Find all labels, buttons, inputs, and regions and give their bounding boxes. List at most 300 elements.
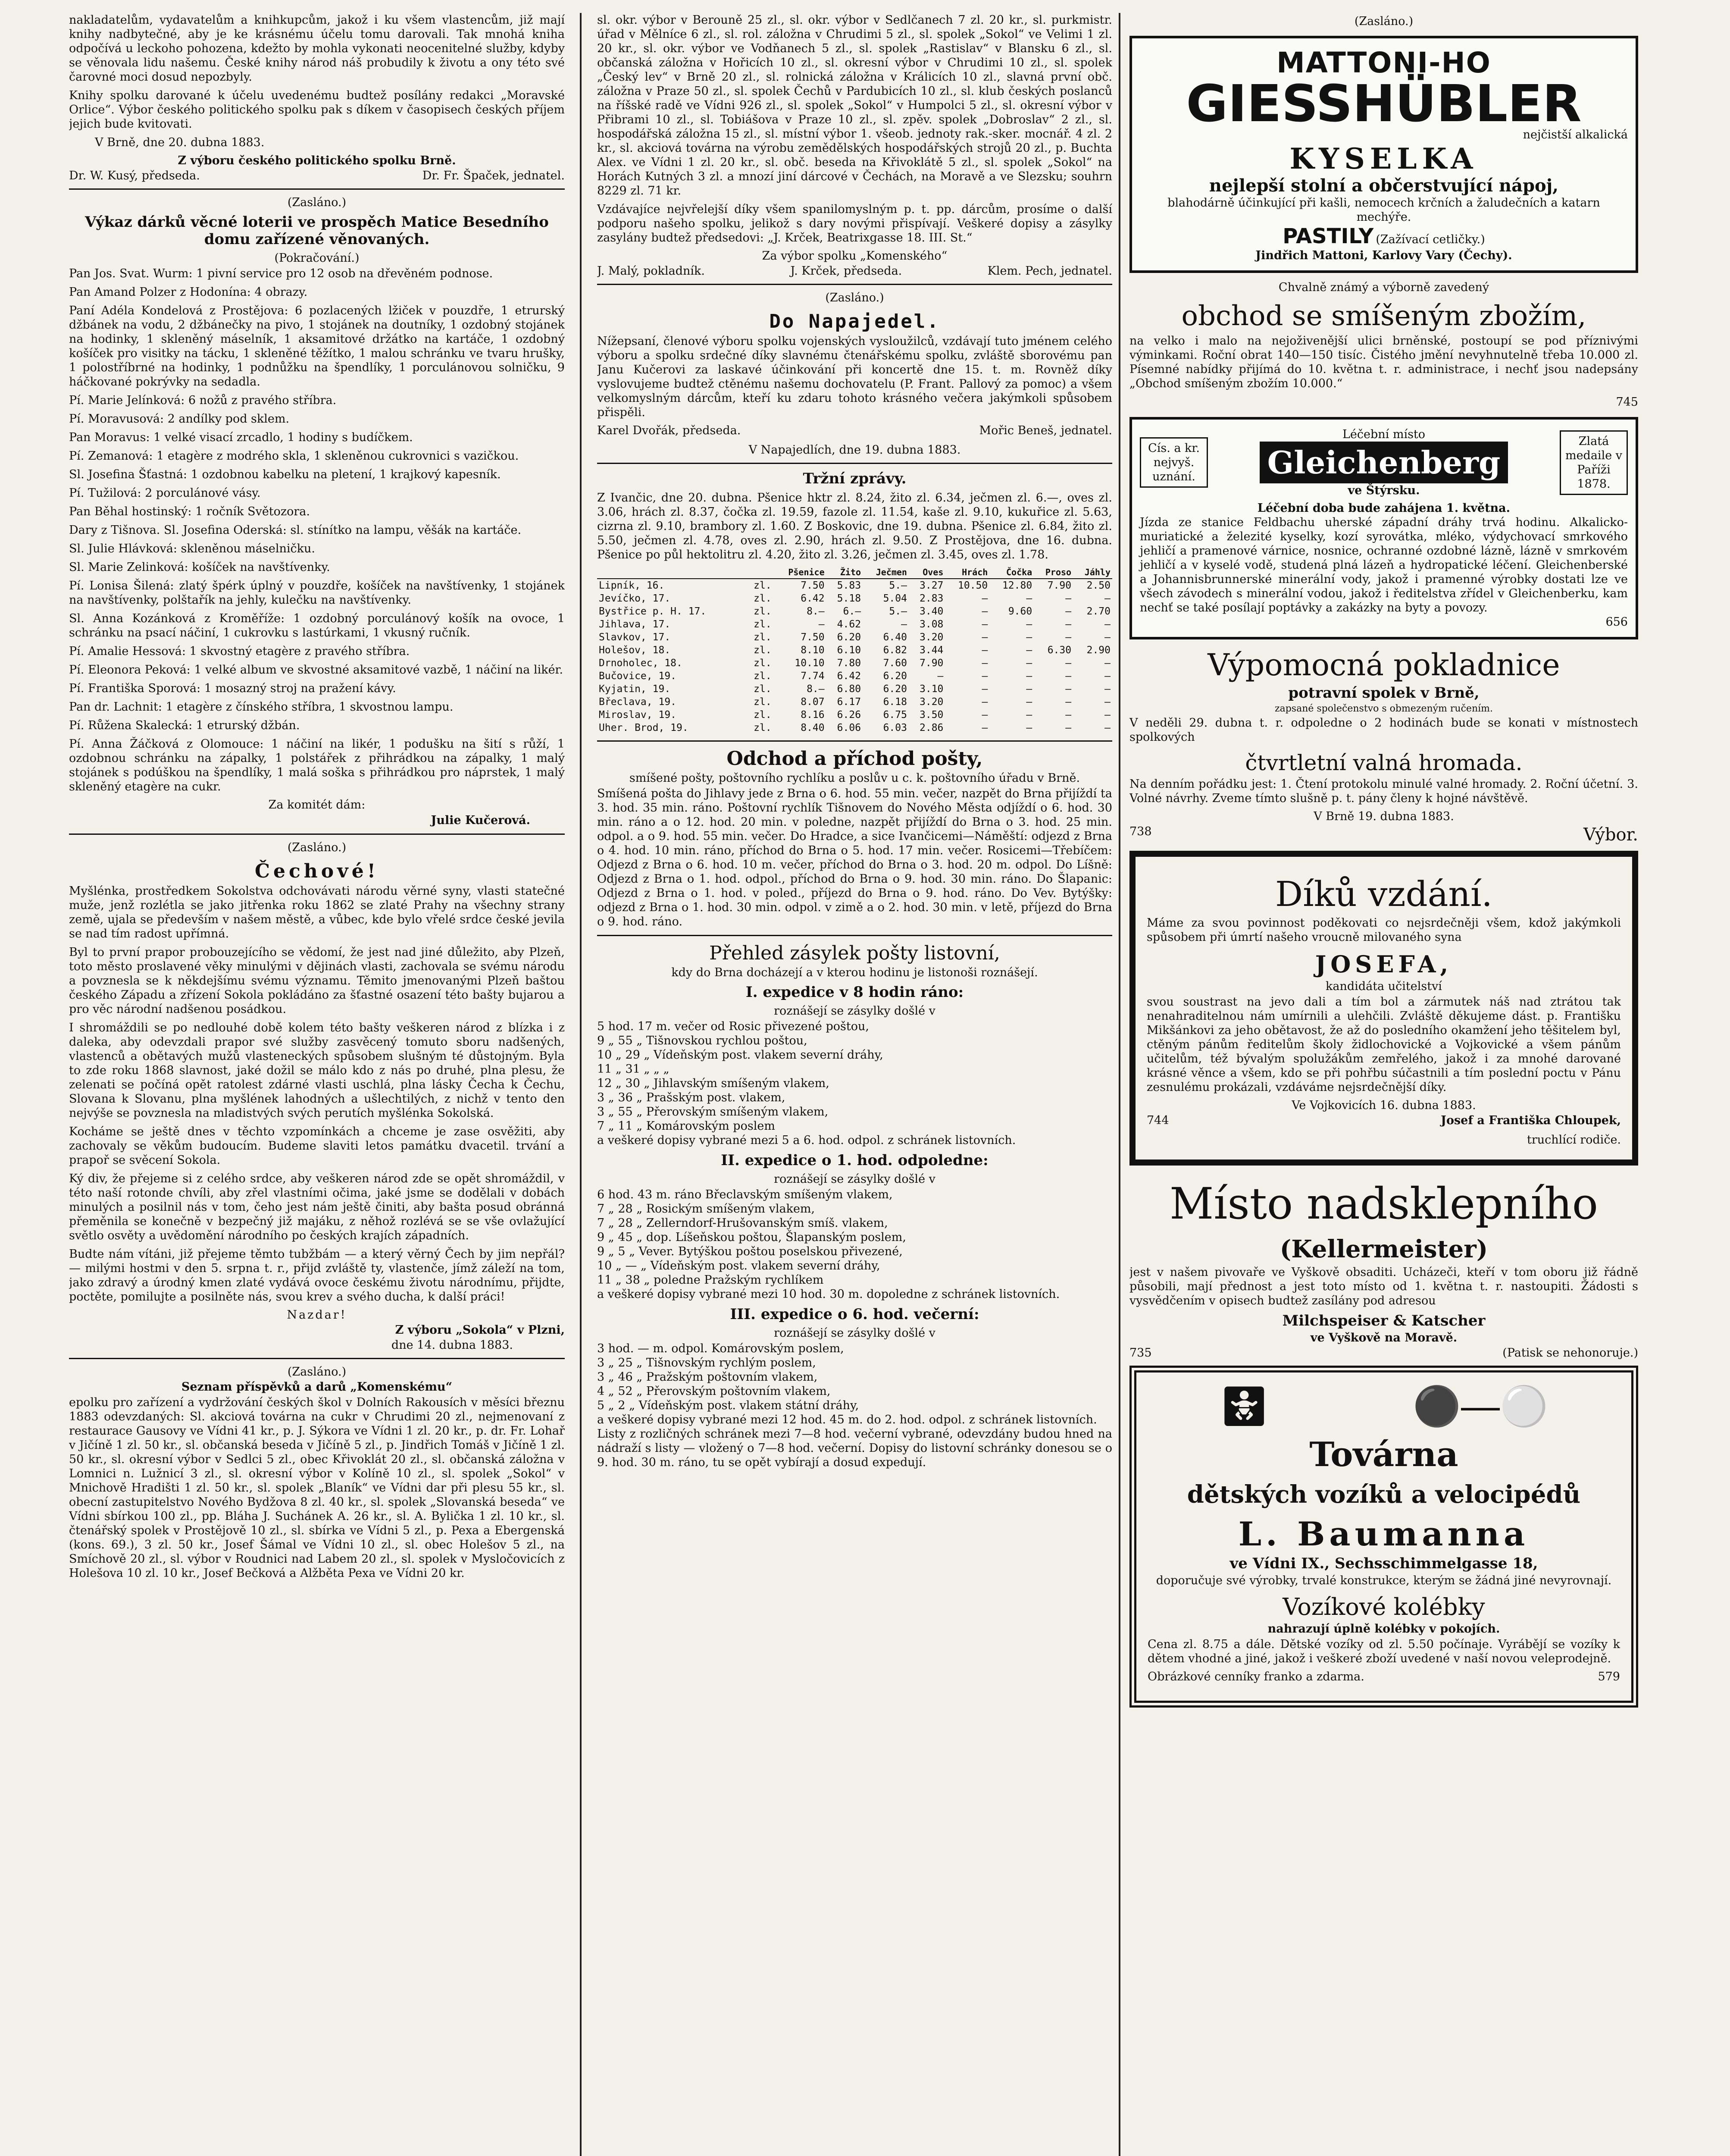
lottery-item: Dary z Tišnova. Sl. Josefina Oderská: sl. stínítko na lampu, věšák na kartáče. [69,523,522,537]
market-cell: — [1104,671,1111,682]
expedition-row: 7 „ 28 „ Rosickým smíšeným vlakem, [597,1202,815,1216]
tov-address: ve Vídni IX., Sechsschimmelgasse 18, [1229,1555,1538,1572]
vyp-sub: potravní spolek v Brně, [1288,684,1480,702]
diku-text: svou soustrast na jevo dali a tím bol a zármutek náš nad ztrátou tak nenahraditelnou nám umírnili a ulehčili. Zvláště děkujeme dást. p. Františku Mikšánkovi za jeho obětavost, že až do posledního okamžení jeho těšitelem byl, ctěným pánům ředitelům školy židlochovické a Vojkovické a všem pánům učitelům, též bývalým spolužákům zemřelého, jakož i za mnohé darované krásné věnce a všem, kdo se při pohřbu súčastnili a tím poslední poctu v Pánu zesnulému prokázali, vzdáváme nejsrdečnější díky. [1147,995,1621,1094]
market-row [597,605,1112,618]
tov-note: Obrázkové cenníky franko a zdarma. [1148,1670,1364,1683]
market-cell: zl. [754,580,772,591]
diku-ad [1129,851,1638,1166]
zaslano-label: (Zasláno.) [287,1365,347,1379]
vyp-program: Na denním pořádku jest: 1. Čtení protokolu minulé valné hromady. 2. Roční účetní. 3. Volné návrhy. Zveme tímto slušně p. t. pány členy k hojné návštěvě. [1129,777,1638,805]
misto-note: (Patisk se nehonoruje.) [1502,1346,1638,1360]
market-cell: 6.20 [837,632,861,643]
market-cell: 12.80 [1002,580,1032,591]
diku-sign-2: truchlící rodiče. [1527,1133,1621,1147]
market-row [597,657,1112,670]
market-cell: 6.42 [801,593,825,604]
market-cell: — [982,658,988,669]
market-row [597,683,1112,696]
column-middle [597,13,1112,2156]
article-heading: Z výboru českého politického spolku Brně. [178,154,456,167]
market-cell: Drnoholec, 18. [599,658,682,669]
market-cell: — [1026,722,1032,733]
signature-row [1129,1346,1638,1360]
market-cell: 2.86 [920,722,944,733]
lottery-item: Pan dr. Lachnit: 1 etagère z čínského stříbra, 1 skvostnou lampu. [69,700,454,714]
market-cell: — [1065,722,1072,733]
expedition-row: a veškeré dopisy vybrané mezi 10 hod. 30 m. dopoledne z schránek listovních. [597,1288,1060,1301]
market-cell: Jihlava, 17. [599,619,671,630]
gleichenberg-title: Gleichenberg [1260,442,1508,483]
lottery-title: Výkaz dárků věcné loterii ve prospěch Matice Besedního domu zařízené věnovaných. [85,213,549,248]
market-cell: — [1104,696,1111,708]
mattoni-pastily: PASTILY [1283,224,1374,248]
market-cell: 3.10 [920,683,944,695]
market-cell: zl. [754,619,772,630]
market-cell: — [982,696,988,708]
tov-koleb: Vozíkové kolébky [1283,1593,1485,1620]
baumann-ad [1129,1366,1638,1708]
market-cell: 8.16 [801,709,825,721]
obchod-text: na velko i malo na nejoživenější ulici brněnské, postoupí se pod příznivými výminkami. Roční obrat 140—150 tisíc. Čistého jmění nevyhnutelně třeba 10.000 zl. Písemné nabídky přijímá do 10. května t. r. administrace, i nechť jsou nadepsány „Obchod smíšeným zbožím 10.000.“ [1129,334,1638,390]
market-cell: zl. [754,645,772,656]
cechove-paragraph: Kocháme se ještě dnes v těchto vzpomínkách a chceme je zase osvěžiti, aby zachovaly se věkům budoucím. Budeme slaviti letos památku dvacetil. trvání a prapoř se svěcení Sokola. [69,1125,565,1167]
market-cell: Miroslav, 19. [599,709,677,721]
market-cell: — [937,671,944,682]
signature-row [1148,1670,1620,1683]
expedition-row: 10 „ 29 „ Vídeňským post. vlakem severní dráhy, [597,1048,883,1062]
seznam-title: Seznam příspěvků a darů „Komenskému“ [181,1380,453,1394]
market-cell: — [1065,619,1072,630]
lottery-closing: Za komitét dám: [268,798,366,812]
market-cell: 7.80 [837,658,861,669]
donations-text: sl. okr. výbor v Berouně 25 zl., sl. okr. výbor v Sedlčanech 7 zl. 20 kr., sl. purkmistr. úřad v Mělníce 6 zl., sl. rol. záložna v Chrudimi 5 zl., sl. spolek „Sokol“ ve Velimi 1 zl. 20 kr., sl. okr. výbor ve Vodňanech 5 zl., sl. spolek „Rastislav“ v Blansku 6 zl., sl. občanská záložna v Hořicích 10 zl., sl. okresní výbor v Chrudimi 10 zl., sl. spolek „Český lev“ v Brně 20 zl., sl. rolnická záložna v Králicích 10 zl., slavná první obč. záložna v Praze 50 zl., sl. spolek Čechů v Pardubicích 10 zl., sl. klub českých poslanců na říšské radě ve Vídni 926 zl., sl. spolek „Sokol“ v Humpolci 5 zl., sl. okresní výbor v Přibrami 10 zl., sl. Tobiášova v Praze 10 zl., sl. zpěv. spolek „Dobroslav“ 2 zl., sl. hospodářská záložna 15 zl., sl. místní výbor 1. všeob. jednoty rak.-sker. mocnář. 4 zl. 2 kr., sl. akciová továrna na výrobu zemědělských hospodářských strojů 20 zl., p. Buchta Alex. ve Vídni 1 zl. 20 kr., sl. obč. beseda na Křivoklátě 5 zl., sl. spolek „Sokol“ na Horách Kutných 3 zl. a mnozí jiní dárcové v Čechách, na Moravě a ve Slezsku; souhrn 8229 zl. 71 kr. [597,13,1112,197]
market-cell: 8.07 [801,696,825,708]
lottery-item: Sl. Julie Hlávková: skleněnou máselničku. [69,542,315,555]
lottery-item: Pí. Tužilová: 2 porculánové vásy. [69,486,261,500]
cechove-closing: Nazdar! [287,1308,347,1322]
expedition-title: II. expedice o 1. hod. odpoledne: [721,1152,989,1169]
lottery-item: Pí. Marie Jelínková: 6 nožů z pravého stříbra. [69,394,337,407]
misto-firm: Milchspeiser & Katscher [1282,1312,1486,1329]
market-cell: zl. [754,671,772,682]
ad-number: 744 [1147,1114,1169,1127]
signature: Dr. Fr. Špaček, jednatel. [422,169,565,182]
market-cell: 6.06 [837,722,861,733]
cechove-paragraph: Myšlénka, prostředkem Sokolstva odchovávati národu věrné syny, vlasti statečné muže, jenž rozlétla se jako jitřenka roku 1862 se zlaté Prahy na všechny strany země, ujala se především v našem městě, a vůbec, kde bylo vřelé srdce české jevila se nad tím radost upřímná. [69,884,565,940]
market-cell: — [1026,632,1032,643]
article-paragraph: Knihy spolku darované k účelu uvedenému budtež posílány redakci „Moravské Orlice“. Výbor českého politického spolku pak s díkem v časopisech českých příjem jejich bude kvitovati. [69,89,565,131]
mattoni-ad [1129,36,1638,273]
market-table [597,566,1112,734]
market-cell: Bystřice p. H. 17. [599,606,707,617]
lottery-item: Pan Moravus: 1 velké visací zrcadlo, 1 hodiny s budíčkem. [69,431,413,444]
market-cell: — [901,619,907,630]
expedition-row: 10 „ — „ Vídeňským post. vlakem severní dráhy, [597,1259,880,1272]
market-header: Jáhly [1073,566,1112,579]
market-row [597,579,1112,592]
market-cell: — [1104,709,1111,721]
expedition-list [597,1341,1112,1427]
market-cell: Bučovice, 19. [599,671,677,682]
market-cell: 4.62 [837,619,861,630]
signature: Mořic Beneš, jednatel. [979,424,1112,437]
expedition-row: 4 „ 52 „ Přerovským poštovním vlakem, [597,1385,831,1398]
market-cell: — [1026,658,1032,669]
market-cell: zl. [754,593,772,604]
market-cell: zl. [754,683,772,695]
pram-icon: 🚼︎ [1219,1384,1269,1429]
vyp-date: V Brně 19. dubna 1883. [1314,810,1454,823]
posty-closing: Listy z rozličných schránek mezi 7—8 hod. večerní vybrané, odevzdány budou hned na nádraží s listy — vložený o 7—8 hod. večerní. Dopisy do listovní schránky donesou se o 9. hod. 30 m. ráno, tu se opět vybírají a dosud expedují. [597,1427,1112,1469]
signature-row [597,424,1112,437]
lottery-item: Pí. Františka Sporová: 1 mosazný stroj na pražení kávy. [69,682,396,695]
market-cell: Slavkov, 17. [599,632,671,643]
market-cell: 5.83 [837,580,861,591]
market-cell: 7.90 [920,658,944,669]
tov-text: doporučuje své výrobky, trvalé konstrukce, kterým se žádná jiné nevyrovnají. [1156,1574,1612,1587]
expedition-row: 3 „ 55 „ Přerovským smíšeným vlakem, [597,1105,829,1119]
market-cell: — [982,606,988,617]
market-cell: Uher. Brod, 19. [599,722,688,733]
obchod-title: obchod se smíšeným zbožím, [1181,300,1586,332]
market-cell: 2.90 [1086,645,1111,656]
market-cell: zl. [754,722,772,733]
divider [69,834,565,835]
market-row [597,592,1112,605]
market-cell: — [1065,606,1072,617]
expedition-row: 7 „ 28 „ Zellerndorf-Hrušovanským smíš. vlakem, [597,1216,888,1230]
lottery-item: Sl. Anna Kozánková z Kroměříže: 1 ozdobný porculánový košík na ovoce, 1 schránku na psací náčiní, 1 cukrovku s lastúrkami, 1 vkusný ručník. [69,612,565,639]
market-cell: 6.75 [883,709,907,721]
cechove-paragraph: Ký div, že přejeme si z celého srdce, aby veškeren národ zde se opět shromáždil, v této naší rotonde chvíli, aby zřel vlastními očima, jaké jsme se dodělali v dobách minulých a posilnil nás v tom, čeho jest nám ještě činiti, aby bašta posud obránná přeměnila se konečně v bezpečný již majáku, z něhož rozlévá se se vše ovlažující světlo osvěty a uvědomění národního po českých krajích západních. [69,1172,565,1242]
market-row [597,631,1112,644]
gleichenberg-small: Léčební místo [1342,428,1426,441]
market-cell: 10.50 [958,580,988,591]
lottery-item: Pí. Zemanová: 1 etagère z modrého skla, 1 skleněnou cukrovnici s vazičkou. [69,449,519,463]
napajedel-text: Nížepsaní, členové výboru spolku vojenských vysloužilců, vzdávají tuto jménem celého výboru a spolku srdečné díky slavnému čtenářskému spolku, zvláště sborovému pan Janu Kučerovi za laskavé účinkování při koncertě dne 15. t. m. Rovněž díky vyslovujeme budtež ctěnému našemu dochovatelu (P. Frant. Pallový za pomoc) a všem velkomyslným dárcům, kteří ku zdaru tohoto krásného večera jakýmkoli spůsobem přispěli. [597,335,1112,419]
signature: Karel Dvořák, předseda. [597,424,741,437]
market-cell: — [1026,709,1032,721]
obchod-pre: Chvalně známý a výborně zavedený [1278,281,1489,294]
market-cell: 10.10 [795,658,825,669]
market-cell: — [1065,696,1072,708]
market-header: Oves [909,566,945,579]
lottery-item: Sl. Marie Zelinková: košíček na navštívenky. [69,561,330,574]
expedition-row: 3 „ 46 „ Pražským poštovním vlakem, [597,1370,818,1384]
expedition-row: 11 „ 31 „ „ „ [597,1062,669,1076]
market-row [597,696,1112,708]
trzni-text: Z Ivančic, dne 20. dubna. Pšenice hktr zl. 8.24, žito zl. 6.34, ječmen zl. 6.—, oves zl. 3.06, hrách zl. 8.37, čočka zl. 19.59, fazole zl. 11.54, kaše zl. 9.10, kukuřice zl. 5.63, cizrna zl. 9.10, brambory zl. 1.60. Z Boskovic, dne 19. dubna. Pšenice zl. 6.84, žito zl. 5.50, ječmen zl. 4.78, oves zl. 2.90, hrách zl. 9.50. Z Prostějova, dne 16. dubna. Pšenice po půl hektolitru zl. 4.20, žito zl. 3.26, ječmen zl. 3.45, oves zl. 1.78. [597,491,1112,561]
column-rule [1119,13,1120,2156]
column-right [1129,13,1638,2156]
divider [597,284,1112,285]
expedition-row: a veškeré dopisy vybrané mezi 12 hod. 45 m. do 2. hod. odpol. z schránek listovních. [597,1413,1097,1426]
market-cell: — [1065,683,1072,695]
expedition-list [597,1019,1112,1147]
market-cell: 3.40 [920,606,944,617]
market-cell: — [1104,593,1111,604]
tov-koleb-sub: nahrazují úplně kolébky v pokojích. [1267,1622,1500,1636]
expedition-row: 12 „ 30 „ Jihlavským smíšeným vlakem, [597,1077,829,1090]
market-row [597,644,1112,657]
market-cell: 6.17 [837,696,861,708]
vyp-sign: Výbor. [1583,825,1638,845]
market-cell: Holešov, 18. [599,645,671,656]
market-cell: 9.60 [1008,606,1032,617]
market-cell: — [1104,658,1111,669]
market-cell: 5.04 [883,593,907,604]
market-cell: — [982,645,988,656]
signature: J. Krček, předseda. [790,264,902,278]
prehled-subtitle: kdy do Brna docházejí a v kterou hodinu je listonoši roznášejí. [671,966,1038,979]
cechove-paragraph: I shromáždili se po nedlouhé době kolem této bašty veškeren národ z blízka i z daleka, aby odevzdali prapor své služby zasvěcený tomuto sboru nadšených, vlastenců a obětavých mužů vlasteneckých spůsobem slušným té důstojným. Byla to zde roku 1868 slavnost, jaké dožil se málo kdo z nás po druhé, plna plesu, že zelenati se počíná opět ratolest zdárné vlasti uschlá, plna lásky Čecha k Čechu, Slovana k Slovanu, plna myšlének lahodných a ušlechtilých, z nichž v tento den nejvýše se povznesla na mladistvých svých perutích myšlénka Sokolská. [69,1021,565,1120]
gleichenberg-open: Léčební doba bude zahájena 1. května. [1257,501,1511,515]
market-cell: 8.40 [801,722,825,733]
mattoni-note: nejčistší alkalická [1523,128,1628,141]
seznam-text: epolku pro zařízení a vydržování českých škol v Dolních Rakousích v měsíci březnu 1883 odevzdaných: Sl. akciová továrna na cukr v Chrudimi 20 zl., nejmenovaní z restaurace Gausovy ve Vídni 41 kr., p. J. Sýkora ve Vídni 1 zl. 20 kr., p. dr. Fr. Lohař v Jičíně 1 zl. 50 kr., sl. občanská beseda v Jičíně 5 zl., p. Jindřich Tomáš v Jičíně 1 zl. 50 kr., sl. okresní výbor v Sedlci 5 zl., obec Křivoklát 20 zl., sl. občanská záložna v Lomnici n. Lužnicí 3 zl., sl. okresní výbor v Kolíně 10 zl., sl. spolek „Sokol“ v Mnichově Hradišti 1 zl. 50 kr., sl. spolek „Blaník“ ve Vídni dar při plesu 55 kr., sl. obecní zastupitelstvo Nového Bydžova 8 zl. 40 kr., sl. spolek „Slovanská beseda“ ve Vídni sbírkou 100 zl., pp. Bláha J. Suchánek A. 26 kr., sl. A. Bylička 1 zl. 10 kr., sl. čtenářský spolek v Prostějově 10 zl., sl. sbírka ve Vídni 5 zl., p. Pexa a Ebergenská (kons. 69.), 3 zl. 50 kr., Josef Šámal ve Vídni 10 zl., sl. obec Holešov 5 zl., na Smíchově 20 zl., sl. výbor v Roudnici nad Labem 20 zl., sl. spolek v Mysločovicích z Holešova 10 zl. 10 kr., Josef Bečková a Alžběta Pexa ve Vídni 20 kr. [69,1396,565,1580]
cechove-date: dne 14. dubna 1883. [391,1338,513,1352]
market-cell: 5.— [889,606,907,617]
gleichenberg-award-right: Zlatá medaile v Paříži 1878. [1560,430,1628,495]
market-cell: 8.— [807,606,825,617]
article-paragraph: nakladatelům, vydavatelům a knihkupcům, jakož i ku všem vlastencům, již mají knihy nadbytečné, aby je ke krásnému účelu tomu darovali. Tak mnohá kniha odpočívá u leckoho pohozena, kdežto by mohla vykonati neocenitelné služby, kdyby se věnovala lidu našemu. České knihy národ náš probudily k životu a ony této své čarovné moci dosud nepozbyly. [69,13,565,84]
market-cell: — [1065,658,1072,669]
market-cell: zl. [754,709,772,721]
market-header: Pšenice [773,566,826,579]
expedition-row: 3 hod. — m. odpol. Komárovským poslem, [597,1342,844,1355]
expedition-row: 5 „ 2 „ Vídeňským post. vlakem státní dráhy, [597,1399,859,1412]
market-cell: 5.18 [837,593,861,604]
market-cell: 3.20 [920,632,944,643]
signature-row [1147,1114,1621,1127]
market-cell: — [1065,593,1072,604]
signature: Dr. W. Kusý, předseda. [69,169,200,182]
market-cell: 2.50 [1086,580,1111,591]
market-cell: 7.50 [801,580,825,591]
market-cell: 6.40 [883,632,907,643]
diku-text: Máme za svou povinnost poděkovati co nejsrdečněji všem, kdož jakýmkoli spůsobem při úmrtí našeho vroucně milovaného syna [1147,916,1621,944]
divider [69,1358,565,1359]
signature: Klem. Pech, jednatel. [987,264,1112,278]
market-row [597,618,1112,631]
market-header: Proso [1034,566,1073,579]
misto-title: Místo nadsklepního [1170,1178,1598,1229]
tov-name: L. Baumanna [1238,1515,1530,1553]
expedition-row: a veškeré dopisy vybrané mezi 5 a 6. hod. odpol. z schránek listovních. [597,1134,1016,1147]
market-row [597,670,1112,683]
expedition-row: 9 „ 55 „ Tišnovskou rychlou poštou, [597,1034,807,1047]
market-cell: 7.74 [801,671,825,682]
posty-text: Smíšená pošta do Jihlavy jede z Brna o 6. hod. 55 min. večer, nazpět do Brna přijíždí ta 3. hod. 35 min. ráno. Poštovní rychlík Tišnovem do Nového Města odjíždí o 6. hod. 30 min. ráno a o 12. hod. 20 min. v poledne, nazpět přijíždí do Brna o 3. hod. 25 min. odpol. a o 9. hod. 55 min. večer. Do Hradce, a sice Ivančicemi—Náměští: odjezd z Brna o 4. hod. 10 min. ráno, příchod do Brna o 5. hod. 17 min. večer. Rosicemi—Třebíčem: Odjezd z Brna o 6. hod. 10 m. večer, příchod do Brna o 3. hod. 20 m. odpol. Do Líšně: Odjezd z Brna o 1. hod. odpol., příchod do Brna o 9. hod. 30 min. ráno. Do Šlapanic: Odjezd z Brna o 1. hod. v poled., příjezd do Brna o 9. hod. ráno. Do Vev. Bytýšky: odjezd z Brna o 1. hod. 30 min. odpol. v zimě a o 2. hod. 30 min. v letě, příjezd do Brna o 9. hod. ráno. [597,787,1112,928]
expedition-subtitle: roznášejí se zásylky došlé v [774,1326,935,1340]
ad-number: 745 [1616,395,1638,409]
diku-role: kandidáta učitelství [1326,980,1442,993]
misto-sub: (Kellermeister) [1280,1235,1488,1263]
lottery-item: Pí. Anna Žáčková z Olomouce: 1 náčiní na likér, 1 podušku na šití s růží, 1 ozdobnou schránku na zápalky, 1 polstářek z přihrádkou na zápalky, 1 malý stojánek s podúškou na špendlíky, 1 malá soška s přihrádkou pro náprstek, 1 malý skleněný etagère na cukr. [69,737,565,793]
market-cell: 6.10 [837,645,861,656]
market-cell: — [1104,619,1111,630]
market-cell: 6.18 [883,696,907,708]
market-cell: Břeclava, 19. [599,696,677,708]
zaslano-label: (Zasláno.) [1354,15,1414,28]
vyp-sub2: zapsané společenstvo s obmezeným ručením. [1275,703,1493,714]
vehicle-illustrations [1148,1384,1620,1429]
expedition-row: 3 „ 25 „ Tišnovským rychlým poslem, [597,1356,816,1369]
market-cell: 3.27 [920,580,944,591]
mattoni-kyselka: KYSELKA [1289,142,1478,175]
diku-sign: Josef a Františka Chloupek, [1441,1114,1621,1127]
misto-place: ve Vyškově na Moravě. [1310,1331,1458,1344]
expedition-list [597,1188,1112,1301]
market-cell: 6.03 [883,722,907,733]
market-cell: 3.50 [920,709,944,721]
article-date: V Brně, dne 20. dubna 1883. [95,136,265,149]
market-cell: — [1104,722,1111,733]
lottery-item: Pí. Amalie Hessová: 1 skvostný etagère z pravého stříbra. [69,645,410,658]
divider [597,463,1112,464]
market-cell: 6.82 [883,645,907,656]
market-cell: Kyjatin, 19. [599,683,671,695]
market-row [597,708,1112,721]
trzni-title: Tržní zprávy. [803,470,907,487]
column-left [69,13,565,2156]
market-cell: zl. [754,696,772,708]
market-cell: — [1026,619,1032,630]
market-cell: — [1065,671,1072,682]
diku-title: Díků vzdání. [1275,874,1492,914]
lottery-item: Pan Jos. Svat. Wurm: 1 pivní service pro 12 osob na dřevěném podnose. [69,267,493,280]
cechove-title: Čechové! [254,860,379,882]
market-cell: — [982,722,988,733]
market-cell: 8.10 [801,645,825,656]
vyp-text: V neděli 29. dubna t. r. odpoledne o 2 hodinách bude se konati v místnostech spolkových [1129,716,1638,744]
market-cell: 3.44 [920,645,944,656]
cechove-paragraph: Byl to první prapor probouzejícího se vědomí, že jest nad jiné důležito, aby Plzeň, toto město proslavené věky minulými v dějinách vlasti, zachovala se svému národu a povznesla se k někdejšímu svému významu. Těmito jmenovanými Plzeň baštou českého Západu a zřízení Sokola pokládáno za šťastné osazení této bašty bujarou a pro věc národní nadšenou posádkou. [69,946,565,1016]
cechove-signature: Z výboru „Sokola“ v Plzni, [395,1323,565,1337]
market-header: Čočka [989,566,1034,579]
market-cell: — [1065,709,1072,721]
market-cell: — [1104,632,1111,643]
market-cell: — [1026,683,1032,695]
lottery-signature: Julie Kučerová. [431,814,530,827]
lottery-item: Pí. Eleonora Peková: 1 velké album ve skvostné aksamitové vazbě, 1 náčiní na likér. [69,663,563,677]
signature-row [1129,825,1638,845]
market-header: Ječmen [863,566,909,579]
market-cell: 6.26 [837,709,861,721]
market-header: Žito [826,566,863,579]
misto-text: jest v našem pivovaře ve Vyškově obsaditi. Ucházeči, kteří v tom oboru již řádně působili, mají přednost a jest toto místo od 1. května t. r. nastoupiti. Žádosti s vysvědčením v opisech budtež zasílány pod adresou [1129,1266,1638,1307]
ad-number: 656 [1605,615,1628,629]
lottery-item: Pan Běhal hostinský: 1 ročník Světozora. [69,505,310,518]
mattoni-brand: GIESSHÜBLER [1186,74,1582,133]
expedition-title: I. expedice v 8 hodin ráno: [745,984,964,1001]
market-cell: 6.30 [1047,645,1072,656]
market-cell: 6.20 [883,671,907,682]
lottery-item: Pí. Lonisa Šilená: zlatý špérk úplný v pouzdře, košíček na navštívenky, 1 stojánek na navštívenky, polštařík na jehly, kulečku na navštívenky. [69,579,565,607]
napajedel-date: V Napajedlích, dne 19. dubna 1883. [748,443,961,457]
ad-number: 735 [1129,1346,1152,1360]
expedition-subtitle: roznášejí se zásylky došlé v [774,1004,935,1018]
mattoni-pastily-sub: (Zažívací cetličky.) [1376,233,1485,246]
expedition-row: 11 „ 38 „ poledne Pražským rychlíkem [597,1273,824,1287]
expedition-row: 7 „ 11 „ Komárovským poslem [597,1119,775,1133]
lottery-item: Sl. Josefina Šťastná: 1 ozdobnou kabelku na pletení, 1 krajkový kapesník. [69,468,501,481]
market-cell: — [982,683,988,695]
vyp-big: čtvrtletní valná hromada. [1245,750,1523,775]
lottery-item: Pí. Růžena Skalecká: 1 etrurský džbán. [69,719,300,732]
gleichenberg-state: ve Štýrsku. [1348,484,1420,497]
market-cell: — [982,593,988,604]
market-cell: 2.70 [1086,606,1111,617]
market-cell: — [982,709,988,721]
market-cell: zl. [754,658,772,669]
vyp-title: Výpomocná pokladnice [1208,647,1560,683]
posty-subtitle: smíšené pošty, poštovního rychlíku a poslův u c. k. poštovního úřadu v Brně. [629,771,1080,785]
market-cell: — [982,671,988,682]
gleichenberg-ad [1129,417,1638,639]
tov-price: Cena zl. 8.75 a dále. Dětské vozíky od zl. 5.50 počínaje. Vyrábějí se vozíky k dětem vhodné a jiné, jakož i veškeré zboží uvedené v naší novou veleprodejně. [1148,1638,1620,1665]
mattoni-owner: Jindřich Mattoni, Karlovy Vary (Čechy). [1255,249,1512,262]
expedition-row: 3 „ 36 „ Prašským post. vlakem, [597,1091,785,1104]
market-cell: Jevíčko, 17. [599,593,671,604]
ad-number: 738 [1129,825,1152,838]
expedition-row: 5 hod. 17 m. večer od Rosic přivezené poštou, [597,1020,869,1033]
market-cell: — [982,632,988,643]
tov-sub: dětských vozíků a velocipédů [1187,1480,1581,1509]
market-cell: 6.— [843,606,861,617]
cechove-paragraph: Budte nám vítáni, již přejeme těmto tubžbám — a který věrný Čech by jim nepřál? — milými hostmi v den 5. srpna t. r., přijd zvláště ty, vlastenče, jímž záleží na tom, jako zdravý a úrodný kmen zlaté vydává ovoce českému životu národnímu, přijdte, poctěte, pomilujte a posilněte nás, svou krev a svého ducha, k další práci! [69,1247,565,1304]
mattoni-top: MATTONI-HO [1276,46,1491,79]
market-cell: — [1026,671,1032,682]
column-rule [580,13,582,2156]
mattoni-small: blahodárně účinkující při kašli, nemocech krčních a žaludečních a katarn mechýře. [1167,196,1600,224]
market-cell: 2.83 [920,593,944,604]
market-cell: — [1026,593,1032,604]
donations-org: Za výbor spolku „Komenského“ [762,249,948,263]
market-cell: 3.20 [920,696,944,708]
diku-date: Ve Vojkovicích 16. dubna 1883. [1292,1099,1476,1112]
market-cell: 6.42 [837,671,861,682]
divider [69,188,565,190]
market-header: Hrách [945,566,989,579]
zaslano-label: (Zasláno.) [825,291,884,304]
zaslano-label: (Zasláno.) [287,841,347,854]
bicycle-icon: ⚫―⚪ [1412,1384,1549,1429]
market-header [597,566,745,579]
market-cell: — [1026,645,1032,656]
gleichenberg-text: Jízda ze stanice Feldbachu uherské západní dráhy trvá hodinu. Alkalicko-muriatické a železité kyselky, kozí syrovátka, mléko, výdychovací smrkového jehličí a pramenové várnice, nosnice, ochranné ozdobné lázně, lázně v smrkovém jehličí a v kyselé vodě, studená plná lázeň a hydropatické léčení. Gleichenberské a Johannisbrunnerské minerální vody, jakož i pramenné výrobky dostati lze ve všech závodech s minerální vodou, jakož i ředitelstva zřídel v Gleichenberku, kam nechť se také posílají poptávky a zakázky na byty a povozy. [1140,516,1628,614]
tov-title: Továrna [1309,1435,1458,1474]
market-cell: — [1026,696,1032,708]
market-header [745,566,773,579]
market-row [597,721,1112,734]
market-cell: 5.— [889,580,907,591]
expedition-title: III. expedice o 6. hod. večerní: [730,1306,979,1323]
donations-closing: Vzdávajíce nejvřelejší díky všem spanilomyslným p. t. pp. dárcům, prosíme o další podporu našeho spolku, jelikož s dary novými přispívají. Veškeré dopisy a zásylky zasylány budtež předsedovi: „J. Krček, Beatrixgasse 18. III. St.“ [597,203,1112,244]
market-cell: zl. [754,632,772,643]
market-cell: 3.08 [920,619,944,630]
expedition-row: 9 „ 45 „ dop. Líšeňskou poštou, Šlapanským poslem, [597,1231,906,1244]
signature-row [69,169,565,182]
napajedel-title: Do Napajedel. [769,310,940,332]
expedition-subtitle: roznášejí se zásylky došlé v [774,1172,935,1186]
market-cell: zl. [754,606,772,617]
diku-name: JOSEFA, [1315,950,1453,978]
market-cell: 8.— [807,683,825,695]
expedition-row: 6 hod. 43 m. ráno Břeclavským smíšeným vlakem, [597,1188,893,1201]
lottery-item: Paní Adéla Kondelová z Prostějova: 6 pozlacených lžiček v pouzdře, 1 etrurský džbánek na vodu, 2 džbánečky na pivo, 1 stojánek na doutníky, 1 ozdobný stojánek na hodinky, 1 skleněný máselník, 1 aksamitové držátko na kartáče, 1 ozdobný košíček pro visitky na tácku, 1 skleněné těžítko, 1 malou schránku ve tvaru hrušky, 1 polostříbrné na hodinky, 1 podnůžku na špendlíky, 1 porculánovou solničku, 9 háčkované pokrývky na sedadla. [69,304,565,389]
